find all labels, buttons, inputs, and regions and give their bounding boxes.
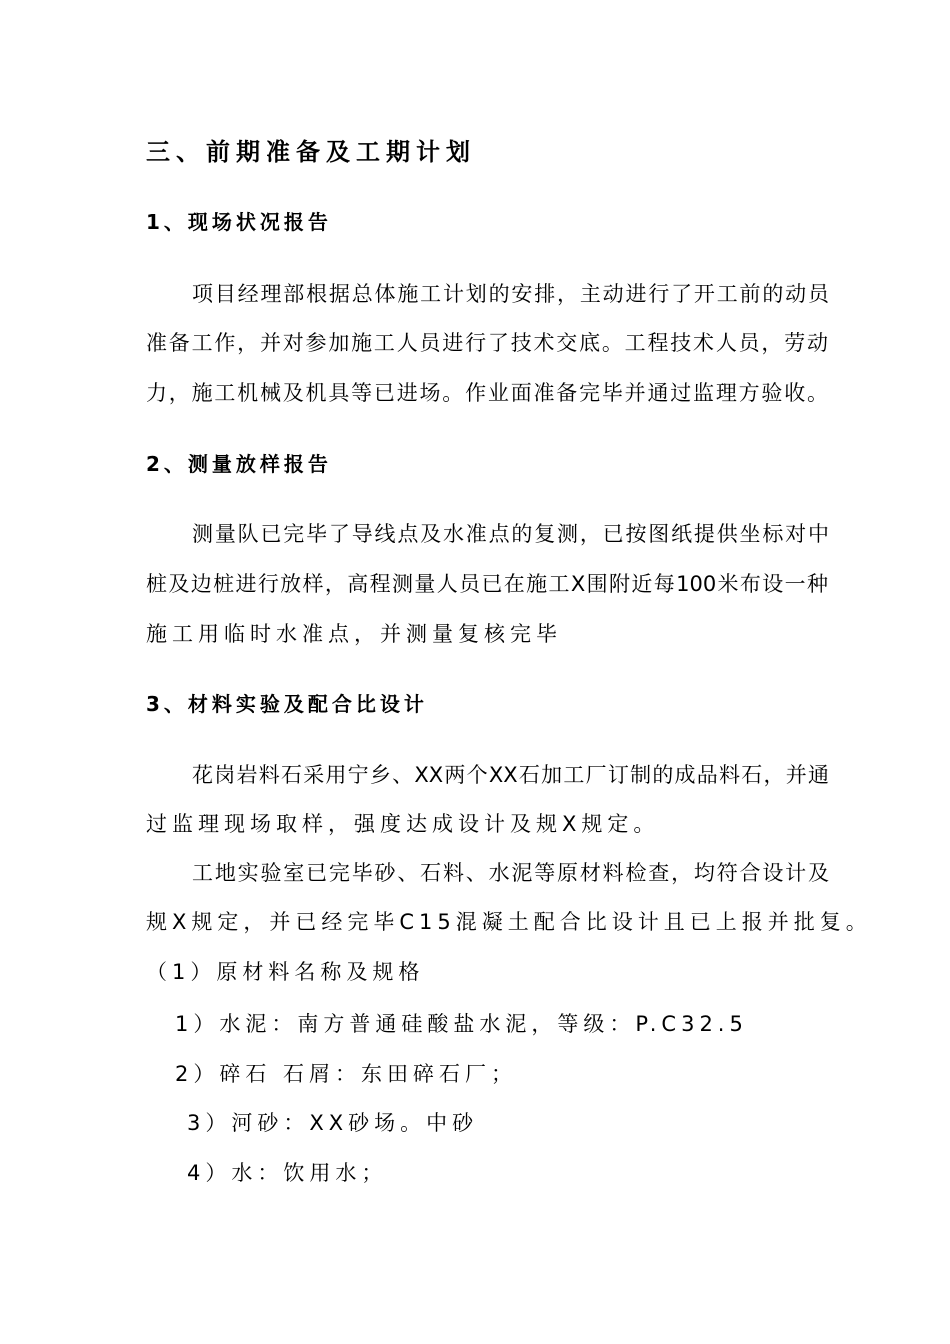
section-1-line-1: 项目经理部根据总体施工计划的安排，主动进行了开工前的动员: [192, 282, 829, 306]
section-3-line-4: 规X规定，并已经完毕C15混凝土配合比设计且已上报并批复。: [146, 910, 872, 934]
section-1-line-3: 力，施工机械及机具等已进场。作业面准备完毕并通过监理方验收。: [146, 381, 828, 405]
materials-item-3: 3）河砂：XX砂场。中砂: [187, 1111, 479, 1135]
section-2-line-1: 测量队已完毕了导线点及水准点的复测，已按图纸提供坐标对中: [192, 522, 829, 546]
section-2-line-2: 桩及边桩进行放样，高程测量人员已在施工X围附近每100米布设一种: [146, 572, 828, 596]
page-heading: 三、前期准备及工期计划: [146, 138, 476, 166]
materials-item-2: 2）碎石 石屑：东田碎石厂；: [175, 1062, 518, 1086]
section-3-line-1: 花岗岩料石采用宁乡、XX两个XX石加工厂订制的成品料石，并通: [192, 763, 829, 787]
materials-item-4: 4）水：饮用水；: [187, 1161, 388, 1185]
section-1-line-2: 准备工作，并对参加施工人员进行了技术交底。工程技术人员，劳动: [146, 331, 828, 355]
section-1-title: 1、现场状况报告: [146, 210, 332, 234]
subsection-title: （1）原材料名称及规格: [146, 960, 425, 984]
section-3-title: 3、材料实验及配合比设计: [146, 692, 428, 716]
section-2-line-3: 施工用临时水准点，并测量复核完毕: [146, 622, 562, 646]
materials-item-1: 1）水泥：南方普通硅酸盐水泥，等级：P.C32.5: [175, 1012, 748, 1036]
section-2-title: 2、测量放样报告: [146, 452, 332, 476]
section-3-line-2: 过监理现场取样，强度达成设计及规X规定。: [146, 812, 660, 836]
section-3-line-3: 工地实验室已完毕砂、石料、水泥等原材料检查，均符合设计及: [192, 861, 829, 885]
